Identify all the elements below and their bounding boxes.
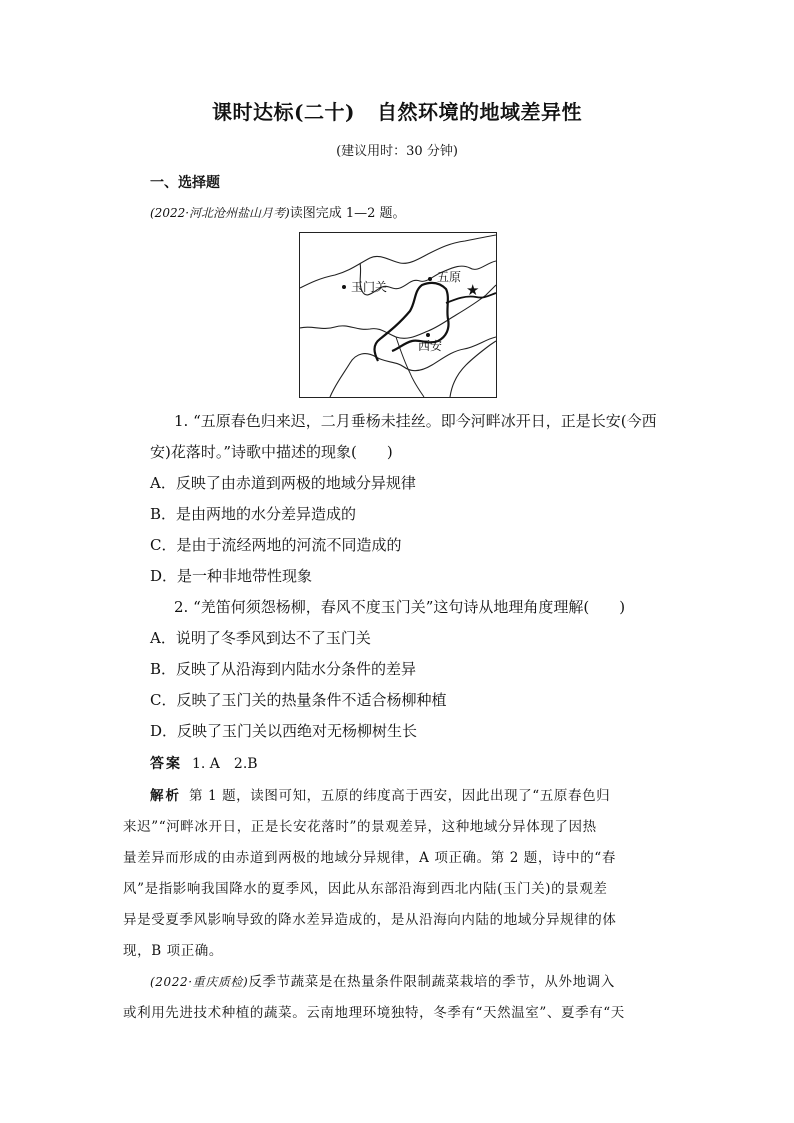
intro-1	[150, 202, 406, 221]
border-line	[450, 341, 496, 397]
q2-option-a: A．说明了冬季风到达不了玉门关	[150, 629, 371, 647]
analysis-line: 异是受夏季风影响导致的降水差异造成的，是从沿海向内陆的地域分异规律的体	[123, 912, 617, 928]
q2-option-b: B．反映了从沿海到内陆水分条件的差异	[150, 660, 417, 678]
xian-dot	[426, 333, 430, 337]
wuyuan-label: 五原	[437, 270, 462, 284]
yumenguan-dot	[342, 285, 346, 289]
map-svg	[300, 233, 496, 397]
border-line	[330, 337, 496, 397]
intro-1-source: (2022·河北沧州盐山月考)	[150, 206, 290, 220]
intro-2-line: 或利用先进技术种植的蔬菜。云南地理环境独特，冬季有“天然温室”、夏季有“天	[123, 1005, 625, 1021]
q2-option-d: D．反映了玉门关以西绝对无杨柳树生长	[150, 722, 418, 740]
answer-text: 1. A 2.B	[192, 756, 258, 772]
q1-option-a: A．反映了由赤道到两极的地域分异规律	[150, 474, 416, 492]
intro-1-text: 读图完成 1—2 题。	[289, 206, 406, 221]
title-sub: 自然环境的地域差异性	[376, 100, 582, 124]
q1-option-c: C．是由于流经两地的河流不同造成的	[150, 536, 402, 554]
analysis-line	[150, 784, 610, 804]
q1-stem-line1: 1. “五原春色归来迟，二月垂杨未挂丝。即今河畔冰开日，正是长安(今西	[174, 412, 657, 430]
analysis-line: 现，B 项正确。	[123, 943, 224, 959]
xian-label: 西安	[418, 339, 443, 353]
intro-2-line	[150, 970, 615, 990]
star-icon: ★	[466, 281, 480, 299]
title-main: 课时达标(二十)	[212, 100, 355, 124]
intro-2-source: (2022·重庆质检)	[150, 975, 249, 989]
analysis-line: 风”是指影响我国降水的夏季风，因此从东部沿海到西北内陆(玉门关)的景观差	[123, 881, 608, 897]
q1-stem-line2: 安)花落时。”诗歌中描述的现象( )	[150, 443, 393, 461]
section-title: 一、选择题	[150, 175, 220, 191]
wuyuan-dot	[428, 277, 432, 281]
analysis-label: 解析	[150, 788, 181, 804]
time-hint: (建议用时：30 分钟)	[336, 144, 458, 159]
intro-2-text: 反季节蔬菜是在热量条件限制蔬菜栽培的季节，从外地调入	[248, 974, 615, 990]
analysis-line: 量差异而形成的由赤道到两极的地域分异规律，A 项正确。第 2 题，诗中的“春	[123, 850, 616, 866]
map-figure	[299, 232, 497, 398]
yumenguan-label: 玉门关	[351, 280, 388, 294]
q2-option-c: C．反映了玉门关的热量条件不适合杨柳种植	[150, 691, 447, 709]
analysis-text: 第 1 题，读图可知，五原的纬度高于西安，因此出现了“五原春色归	[189, 788, 611, 804]
page-title	[0, 96, 794, 125]
analysis-line: 来迟”“河畔冰开日，正是长安花落时”的景观差异，这种地域分异体现了因热	[123, 819, 597, 835]
answer-line	[150, 753, 258, 773]
q1-option-d: D．是一种非地带性现象	[150, 567, 313, 585]
q1-option-b: B．是由两地的水分差异造成的	[150, 505, 357, 523]
q2-stem: 2. “羌笛何须怨杨柳，春风不度玉门关”这句诗从地理角度理解( )	[174, 598, 626, 616]
answer-label: 答案	[150, 756, 182, 772]
